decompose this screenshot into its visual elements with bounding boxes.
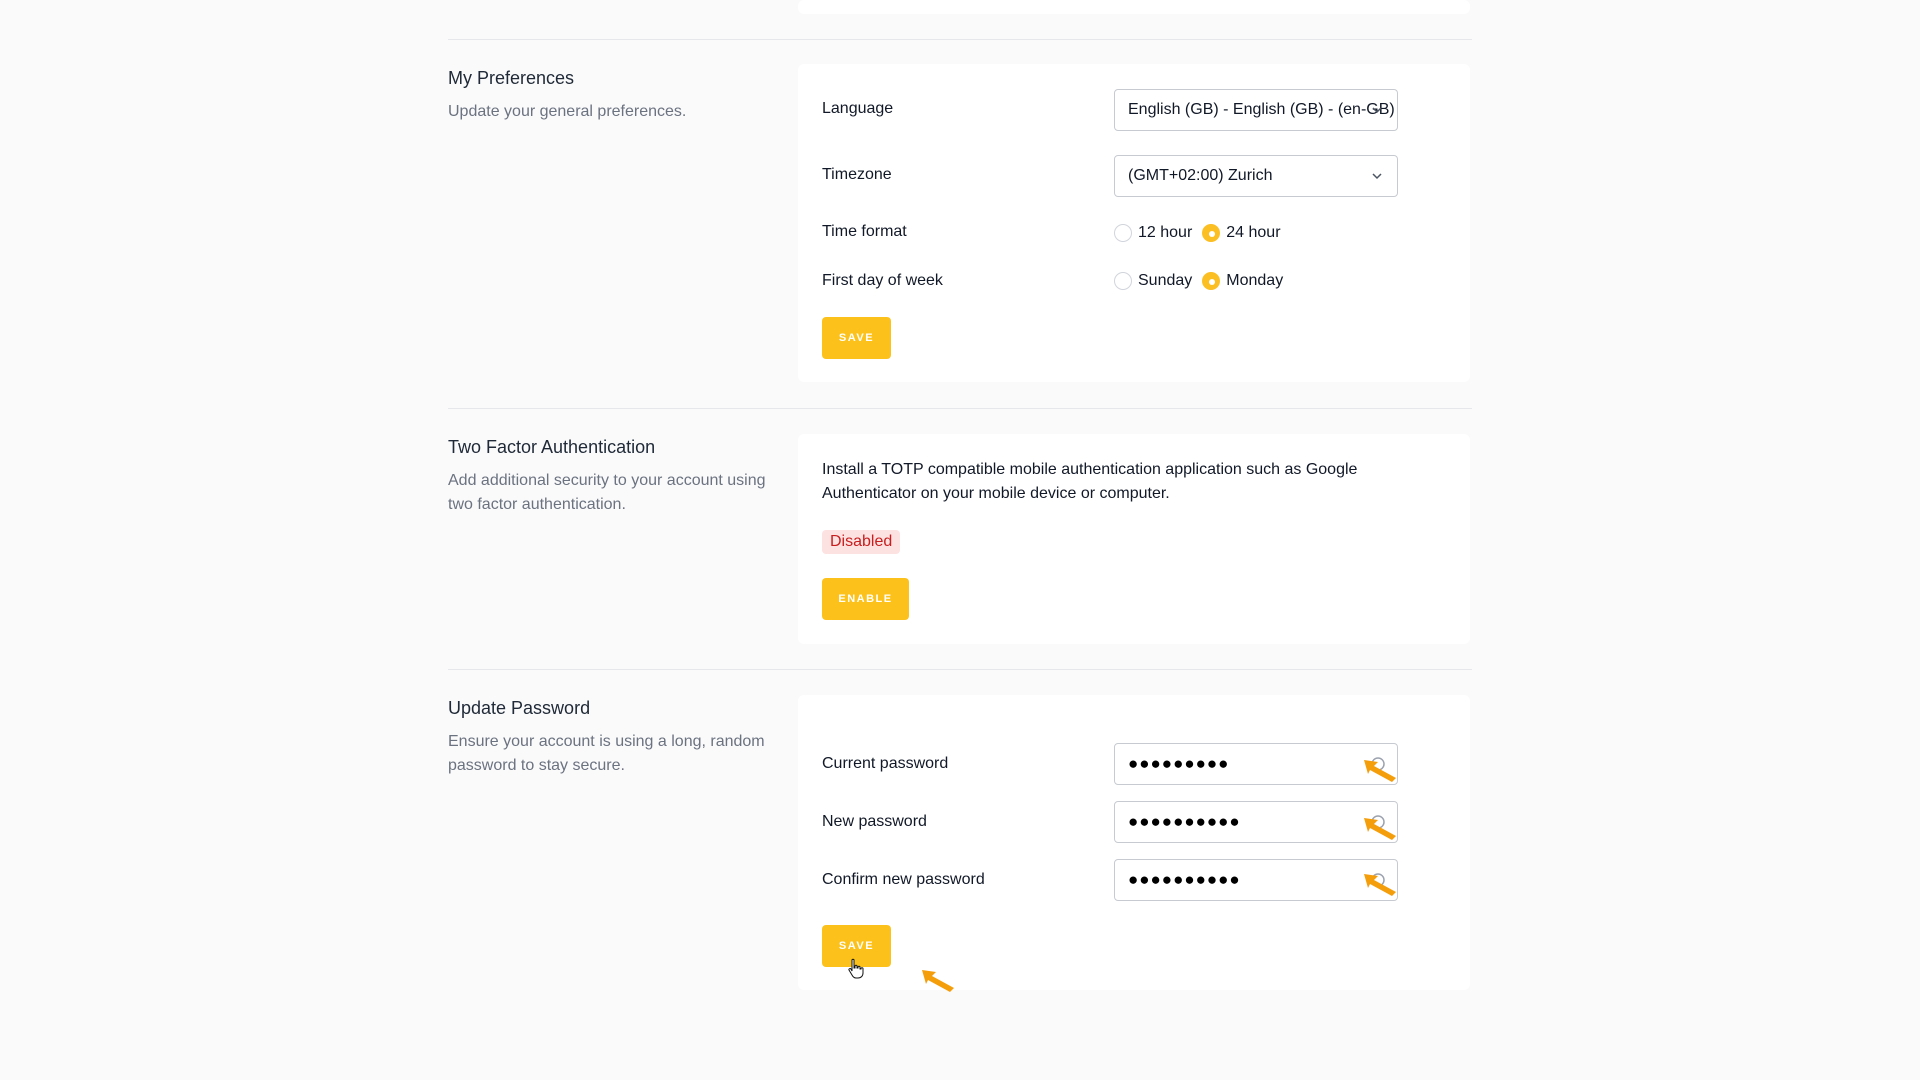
- timezone-select-value: (GMT+02:00) Zurich: [1128, 167, 1273, 184]
- two-factor-description: Add additional security to your account using two factor authentication.: [448, 472, 766, 513]
- current-password-label: Current password: [822, 755, 949, 772]
- section-divider: [448, 669, 1472, 670]
- time-format-group: [1114, 224, 1291, 242]
- radio-monday[interactable]: [1202, 272, 1220, 290]
- section-divider: [448, 408, 1472, 409]
- new-password-label: New password: [822, 813, 927, 830]
- new-password-input[interactable]: [1114, 801, 1398, 843]
- first-day-group: [1114, 272, 1293, 290]
- two-factor-title: Two Factor Authentication: [448, 437, 656, 457]
- timezone-label: Timezone: [822, 166, 892, 183]
- radio-monday-label: Monday: [1226, 272, 1284, 289]
- annotation-arrow-icon: [1360, 870, 1400, 898]
- confirm-password-input[interactable]: [1114, 859, 1398, 901]
- chevron-down-icon: [1371, 170, 1383, 182]
- preferences-title: My Preferences: [448, 68, 575, 88]
- timezone-select[interactable]: [1114, 155, 1398, 197]
- radio-sunday-label: Sunday: [1138, 272, 1193, 289]
- preferences-save-button[interactable]: SAVE: [822, 317, 891, 359]
- radio-12-hour-label: 12 hour: [1138, 224, 1193, 241]
- new-password-value: ●●●●●●●●●●: [1128, 812, 1241, 831]
- current-password-value: ●●●●●●●●●: [1128, 754, 1230, 773]
- radio-24-hour-label: 24 hour: [1226, 224, 1281, 241]
- language-label: Language: [822, 100, 894, 117]
- language-select[interactable]: [1114, 89, 1398, 131]
- language-select-value: English (GB) - English (GB) - (en-GB): [1128, 101, 1395, 118]
- section-divider: [448, 39, 1472, 40]
- password-title: Update Password: [448, 698, 591, 718]
- radio-12-hour[interactable]: [1114, 224, 1132, 242]
- confirm-password-value: ●●●●●●●●●●: [1128, 870, 1241, 889]
- radio-sunday[interactable]: [1114, 272, 1132, 290]
- preferences-description: Update your general preferences.: [448, 103, 687, 120]
- password-save-button[interactable]: SAVE: [822, 925, 891, 967]
- hand-cursor-icon: [846, 958, 866, 980]
- confirm-password-label: Confirm new password: [822, 871, 985, 888]
- annotation-arrow-icon: [1360, 756, 1400, 784]
- previous-section-card: [798, 0, 1470, 14]
- radio-24-hour[interactable]: [1202, 224, 1220, 242]
- time-format-label: Time format: [822, 223, 907, 240]
- enable-button[interactable]: ENABLE: [822, 578, 909, 620]
- password-description: Ensure your account is using a long, random password to stay secure.: [448, 733, 765, 774]
- chevron-down-icon: [1371, 104, 1383, 116]
- status-badge: Disabled: [822, 530, 900, 554]
- annotation-arrow-icon: [1360, 814, 1400, 842]
- annotation-arrow-icon: [918, 966, 958, 994]
- two-factor-instructions: Install a TOTP compatible mobile authentication application such as Google Authenticator on your mobile device or computer.: [822, 461, 1358, 502]
- current-password-input[interactable]: [1114, 743, 1398, 785]
- first-day-label: First day of week: [822, 272, 943, 289]
